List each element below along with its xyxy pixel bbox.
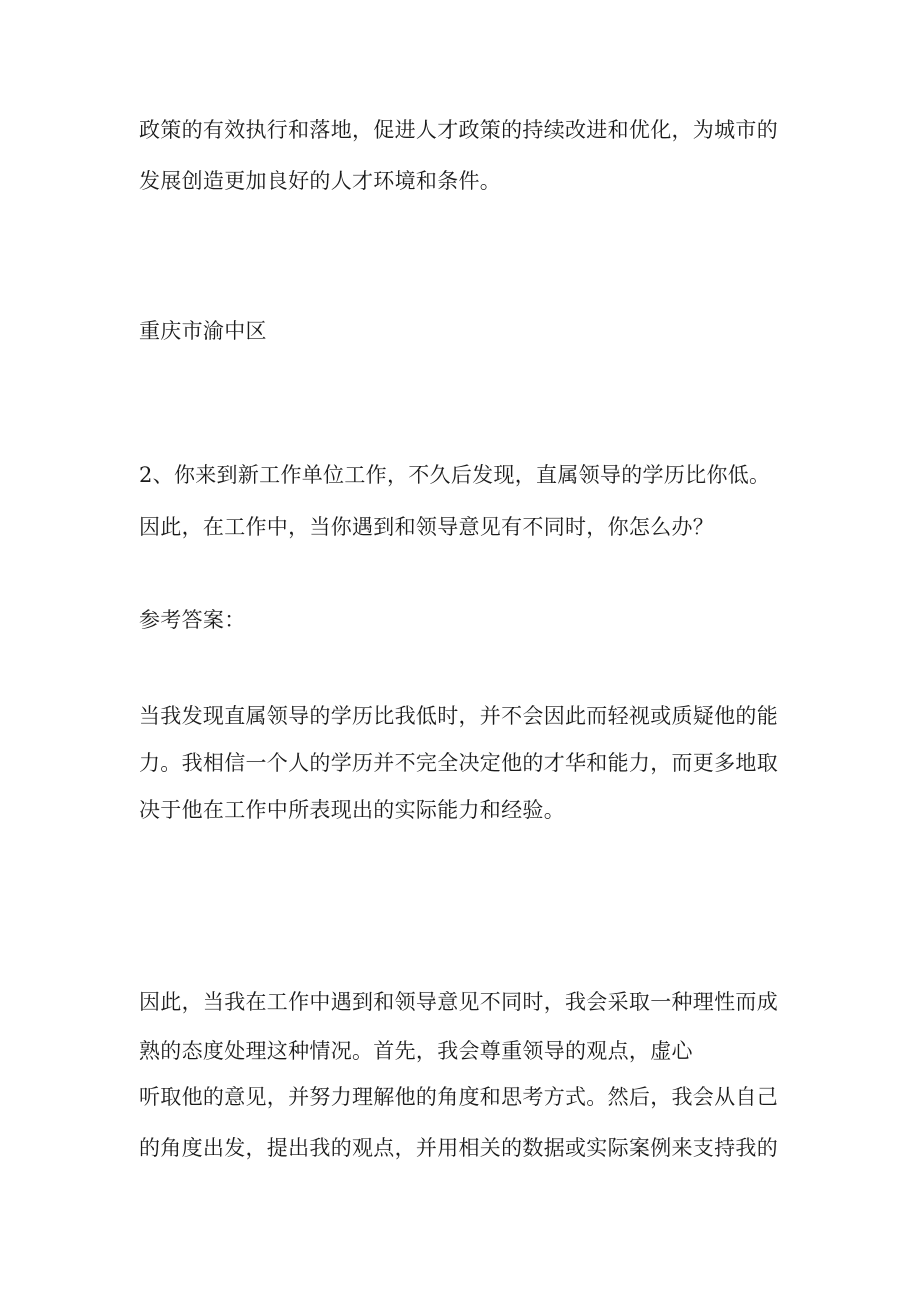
- question-line-2: 因此，在工作中，当你遇到和领导意见有不同时，你怎么办？: [139, 515, 715, 539]
- paragraph-1-line-1: 政策的有效执行和落地，促进人才政策的持续改进和优化，为城市的: [139, 118, 778, 142]
- answer-paragraph-1-line-2: 力。我相信一个人的学历并不完全决定他的才华和能力，而更多地取: [139, 751, 778, 775]
- answer-label: 参考答案：: [139, 608, 246, 632]
- location-heading: 重庆市渝中区: [139, 319, 267, 343]
- answer-paragraph-2-line-2: 熟的态度处理这种情况。首先，我会尊重领导的观点，虚心: [139, 1039, 693, 1063]
- answer-paragraph-2-line-1: 因此，当我在工作中遇到和领导意见不同时，我会采取一种理性而成: [139, 990, 778, 1014]
- answer-paragraph-2-line-4: 的角度出发，提出我的观点，并用相关的数据或实际案例来支持我的: [139, 1136, 778, 1160]
- answer-paragraph-1-line-3: 决于他在工作中所表现出的实际能力和经验。: [139, 798, 565, 822]
- answer-paragraph-2-line-3: 听取他的意见，并努力理解他的角度和思考方式。然后，我会从自己: [139, 1085, 778, 1109]
- paragraph-1-line-2: 发展创造更加良好的人才环境和条件。: [139, 169, 502, 193]
- question-line-1: 2、你来到新工作单位工作，不久后发现，直属领导的学历比你低。: [139, 463, 771, 487]
- answer-paragraph-1-line-1: 当我发现直属领导的学历比我低时，并不会因此而轻视或质疑他的能: [139, 704, 778, 728]
